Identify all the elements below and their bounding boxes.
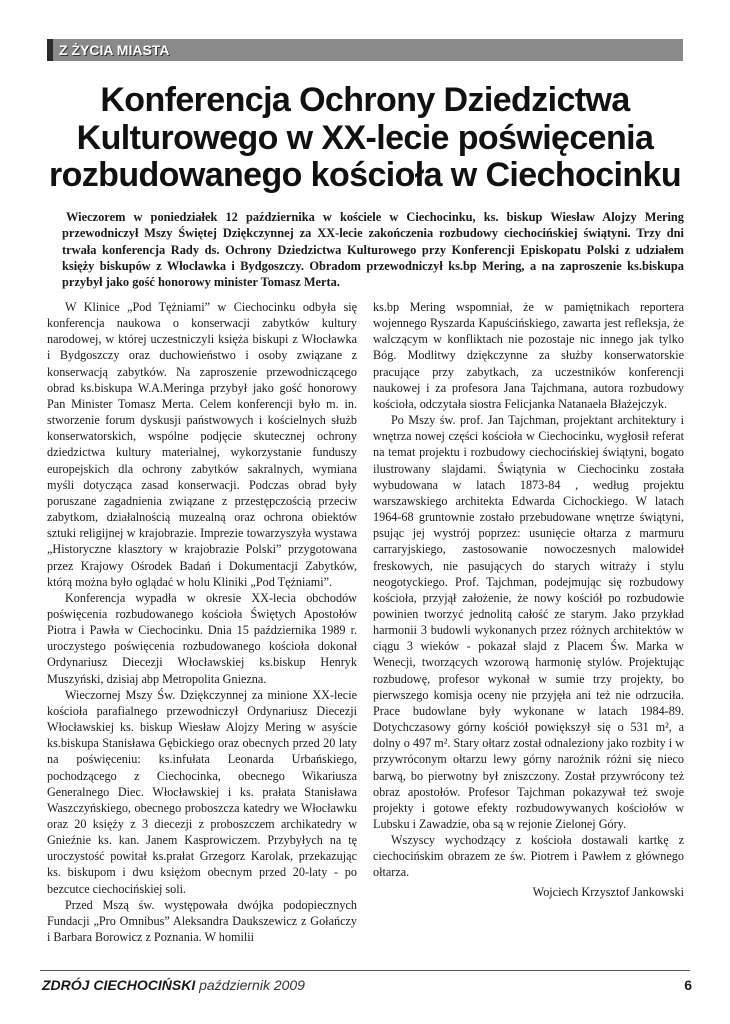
article-lead: Wieczorem w poniedziałek 12 października w kościele w Ciechocinku, ks. biskup Wiesław Alojzy Mering przewodniczył Mszy Świętej Dziękczynnej za XX-lecie zakończenia rozbudowy ciechocińskiej świątyni. Trzy dni trwała konferencja Rady ds. Ochrony Dziedzictwa Kulturowego przy Konferencji Episkopatu Polski z udziałem księży biskupów z Włocławka i Bydgoszczy. Obradom przewodniczył ks.bp Mering, a na zaproszenie ks.biskupa przybył jako gość honorowy minister Tomasz Merta. [62,210,684,290]
footer-publication [42,976,305,994]
paragraph: Przed Mszą św. występowała dwójka podopiecznych Fundacji „Pro Omnibus” Aleksandra Daukszewicz z Gołańczy i Barbara Borowicz z Poznania. W homilii [47,897,357,945]
headline-line-2: Kulturowego w XX-lecie poświęcenia [76,118,654,157]
headline-line-1: Konferencja Ochrony Dziedzictwa [100,81,630,119]
page-number: 6 [684,977,692,993]
column-left [47,299,357,945]
issue-date: październik 2009 [199,977,305,993]
article-headline [40,82,690,195]
paragraph: Wieczornej Mszy Św. Dziękczynnej za minione XX-lecie kościoła parafialnego przewodniczył Ordynariusz Diecezji Włocławskiej ks. biskup Wiesław Alojzy Mering w asyście ks.biskupa Stanisława Gębickiego oraz obecnych przed 20 laty na poświęceniu: ks.infułata Leonarda Urbańskiego, pochodzącego z Ciechocinka, obecnego Wikariusza Generalnego Diec. Włocławskiej i ks. prałata Stanisława Waszczyńskiego, obecnego proboszcza katedry we Włocławku oraz 20 księży z 3 diecezji z proboszczem archikatedry w Gnieźnie ks. kan. Janem Kasprowiczem. Przybyłych na tę uroczystość powitał ks.prałat Grzegorz Karolak, przekazując ks. biskupom i dwu księżom obecnym przed 20-laty - po bezcutce ciechocińskiej soli. [47,687,357,896]
paragraph: Wszyscy wychodzący z kościoła dostawali kartkę z ciechocińskim obrazem ze św. Piotrem i Pawłem z głównego ołtarza. [373,833,684,880]
paragraph: Po Mszy św. prof. Jan Tajchman, projektant architektury i wnętrza nowej części kościoła w Ciechocinku, wygłosił referat na temat projektu i rozbudowy ciechocińskiej świątyni, bogato ilustrowany slajdami. Świątynia w Ciechocinku została wybudowana w latach 1873-84 , według projektu warszawskiego architekta Edwarda Cichockiego. W latach 1964-68 gruntownie zostało przebudowane wnętrze świątyni, psując jej wystrój poprzez: usunięcie ołtarza z marmuru carraryjskiego, zastosowanie nowoczesnych malowideł freskowych, nie pasujących do starych witraży i stylu neogotyckiego. Prof. Tajchman, podejmując się rozbudowy kościoła, przyjął założenie, że nowy kościół po rozbudowie powinien tworzyć jednolitą całość ze starym. Jako przykład harmonii 3 budowli wykonanych przez różnych architektów w ciągu 3 wieków - pokazał slajd z Placem Św. Marka w Wenecji, tworzących wzorową harmonię stylów. Projektując rozbudowę, profesor wykonał w sumie trzy projekty, bo pierwszego komisja oceny nie przyjęła ani też nie odrzuciła. Prace budowlane były wykonane w latach 1984-89. Dotychczasowy górny kościół powiększył się o 531 m², a dolny o 497 m². Stary ołtarz został odnaleziony jako rozbity i w przywróconym ołtarzu lewy górny narożnik różni się nieco barwą, bo pierwotny był zniszczony. Został przywrócony też obraz apostołów. Profesor Tajchman pokazywał też swoje projekty i gotowe efekty rozbudowywanych kościołów w Lubsku i Zawadzie, oba są w rejonie Zielonej Góry. [373,413,684,831]
author-signature: Wojciech Krzysztof Jankowski [532,884,684,899]
paragraph: Konferencja wypadła w okresie XX-lecia obchodów poświęcenia rozbudowanego kościoła Świętych Apostołów Piotra i Pawła w Ciechocinku. Dnia 15 października 1989 r. uroczystego poświęcenia rozbudowanego kościoła dokonał Ordynariusz Diecezji Włocławskiej ks.biskup Henryk Muszyński, dzisiaj abp Metropolita Gniezna. [47,590,357,686]
paragraph: ks.bp Mering wspomniał, że w pamiętnikach reportera wojennego Ryszarda Kapuścińskiego, zawarta jest refleksja, że walczącym w konfliktach nie pozostaje nic innego jak tylko Bóg. Modlitwy dziękczynne za służby konserwatorskie pracujące przy zabytkach, za uczestników konferencji naukowej i za profesora Jana Tajchmana, autora rozbudowy kościoła, odczytała siostra Felicjanka Natanaela Błażejczyk. [373,300,684,411]
section-label: Z ŻYCIA MIASTA [47,39,683,61]
headline-line-3: rozbudowanego kościoła w Ciechocinku [48,156,682,194]
paragraph: W Klinice „Pod Tężniami” w Ciechocinku odbyła się konferencja naukowa o konserwacji zabytków kultury narodowej, w której uczestniczyli księża biskupi z Włocławka i Bydgoszczy oraz duchowieństwo i osoby związane z konserwacją zabytków. Na zaproszenie przewodniczącego obrad ks.biskupa W.A.Meringa przybył jako gość honorowy Pan Minister Tomasz Merta. Celem konferencji było m. in. stworzenie forum dyskusji państwowych i kościelnych służb konserwatorskich, wspólne podjęcie skutecznej ochrony dziedzictwa kultury materialnej, wykorzystanie funduszy europejskich dla ochrony zabytków sakralnych, wymiana myśli dotycząca zasad konserwacji. Podczas obrad były poruszane zagadnienia związane z przestępczością przeciw zabytkom, działalnością muzealną oraz ochrona obiektów sztuki religijnej w krajobrazie. Imprezie towarzyszyła wystawa „Historyczne klasztory w krajobrazie Polski” przygotowana przez Krajowy Ośrodek Badań i Dokumentacji Zabytków, którą można było oglądać w holu Kliniki „Pod Tężniami”. [47,300,357,589]
publication-title: ZDRÓJ CIECHOCIŃSKI [42,977,196,993]
footer-rule [40,970,690,971]
column-right [373,299,684,900]
